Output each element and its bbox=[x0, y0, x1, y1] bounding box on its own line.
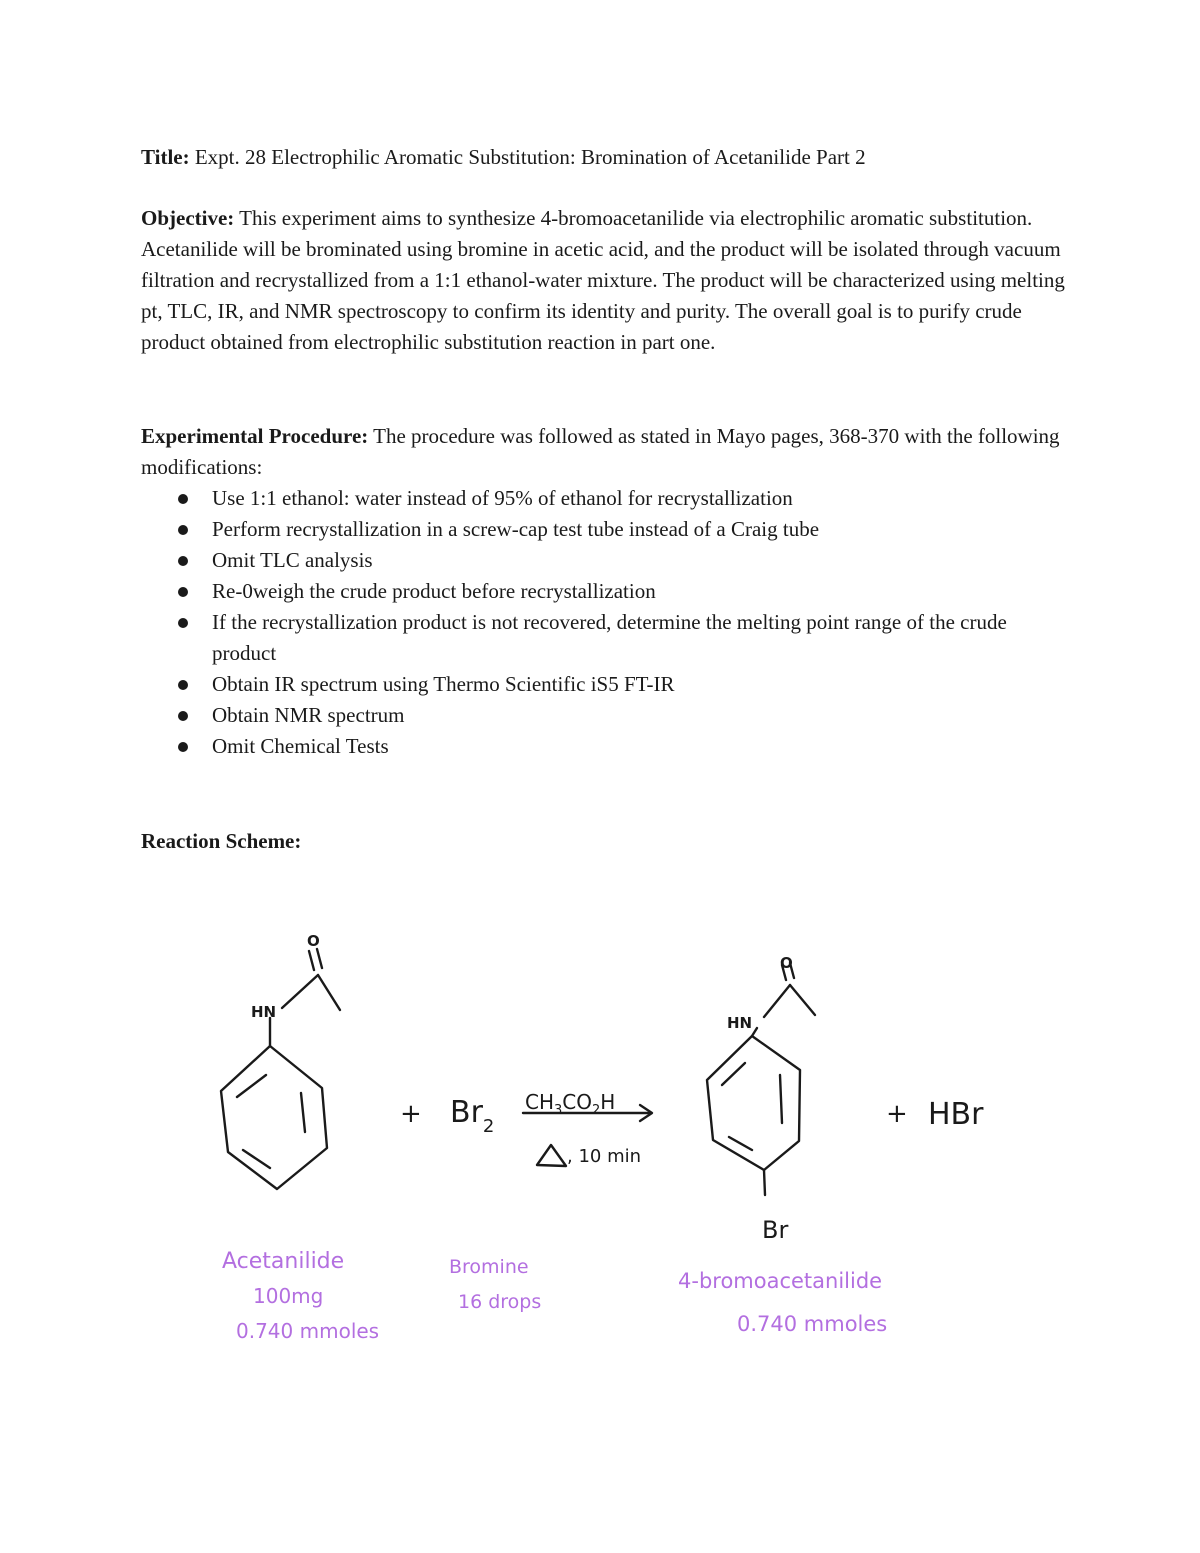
procedure-paragraph bbox=[141, 421, 1071, 483]
title-text: Expt. 28 Electrophilic Aromatic Substitution: Bromination of Acetanilide Part 2 bbox=[189, 145, 866, 169]
oxygen-label-2: O bbox=[780, 954, 793, 972]
title-paragraph bbox=[141, 142, 1071, 173]
procedure-text: The procedure was followed as stated in Mayo pages, 368-370 with the following modifications: bbox=[141, 424, 1060, 479]
reaction-scheme-heading: Reaction Scheme: bbox=[141, 829, 302, 853]
bullet-icon bbox=[178, 525, 188, 535]
list-item bbox=[141, 514, 1071, 545]
bullet-icon bbox=[178, 587, 188, 597]
bullet-icon bbox=[178, 556, 188, 566]
bullet-icon bbox=[178, 494, 188, 504]
list-item bbox=[141, 576, 1071, 607]
list-item bbox=[141, 607, 1071, 669]
n-carbonyl-bond bbox=[282, 975, 318, 1008]
list-item bbox=[141, 545, 1071, 576]
list-item-text: Omit TLC analysis bbox=[212, 548, 373, 572]
product-name-note: 4-bromoacetanilide bbox=[678, 1269, 883, 1293]
list-item-text: Obtain NMR spectrum bbox=[212, 703, 405, 727]
bromine-reactant: $Br_2$ bbox=[450, 1095, 495, 1137]
double-bond-line bbox=[301, 1093, 305, 1132]
procedure-section bbox=[141, 421, 1071, 762]
reaction-scheme-drawing bbox=[0, 900, 1200, 1380]
methyl-bond bbox=[790, 985, 815, 1015]
bullet-icon bbox=[178, 742, 188, 752]
methyl-bond bbox=[318, 975, 340, 1010]
list-item-text: Use 1:1 ethanol: water instead of 95% of ethanol for recrystallization bbox=[212, 486, 793, 510]
benzene-ring-2 bbox=[707, 1036, 800, 1170]
n-carbonyl-bond bbox=[764, 985, 790, 1017]
bromoacetanilide-structure bbox=[707, 963, 815, 1195]
product-mmol-note: 0.740 mmoles bbox=[737, 1312, 888, 1336]
benzene-ring-1 bbox=[221, 1046, 327, 1189]
list-item bbox=[141, 483, 1071, 514]
carbonyl-double-bond bbox=[309, 951, 314, 970]
objective-paragraph bbox=[141, 203, 1071, 358]
double-bond-line bbox=[722, 1063, 745, 1085]
bullet-icon bbox=[178, 618, 188, 628]
acetanilide-mass-note: 100mg bbox=[253, 1284, 324, 1308]
acetanilide-name-note: Acetanilide bbox=[222, 1249, 345, 1274]
nh-label-1: HN bbox=[251, 1003, 277, 1021]
double-bond-line bbox=[780, 1075, 782, 1123]
plus-sign-1: + bbox=[400, 1099, 422, 1129]
double-bond-line bbox=[729, 1137, 752, 1150]
title-label: Title: bbox=[141, 145, 190, 169]
bromine-name-note: Bromine bbox=[449, 1256, 529, 1278]
heat-triangle-icon bbox=[537, 1145, 566, 1166]
n-bond bbox=[752, 1028, 757, 1036]
procedure-label: Experimental Procedure: bbox=[141, 424, 369, 448]
objective-text: This experiment aims to synthesize 4-bromoacetanilide via electrophilic aromatic substitution. Acetanilide will be brominated using bromine in acetic acid, and the product will be isolated through vacuum filtration and recrystallized from a 1:1 ethanol-water mixture. The product will be characterized using melting pt, TLC, IR, and NMR spectroscopy to confirm its identity and purity. The overall goal is to purify crude product obtained from electrophilic substitution reaction in part one. bbox=[141, 206, 1065, 354]
oxygen-label-1: O bbox=[307, 932, 320, 950]
objective-label: Objective: bbox=[141, 206, 235, 230]
acetanilide-structure bbox=[221, 949, 340, 1189]
list-item-text: Re-0weigh the crude product before recrystallization bbox=[212, 579, 656, 603]
modifications-list bbox=[141, 483, 1071, 762]
bromine-amount-note: 16 drops bbox=[458, 1291, 542, 1313]
bullet-icon bbox=[178, 680, 188, 690]
plus-sign-2: + bbox=[886, 1099, 908, 1129]
br-bond bbox=[764, 1170, 765, 1195]
list-item-text: If the recrystallization product is not recovered, determine the melting point range of the crude product bbox=[212, 610, 1007, 665]
hbr-byproduct: HBr bbox=[928, 1097, 984, 1132]
bullet-icon bbox=[178, 711, 188, 721]
list-item bbox=[141, 731, 1071, 762]
double-bond-line bbox=[237, 1075, 266, 1097]
carbonyl-double-bond bbox=[317, 949, 322, 968]
nh-label-2: HN bbox=[727, 1014, 753, 1032]
acetic-acid-reagent: $CH_3CO_2H$ bbox=[525, 1090, 616, 1118]
list-item-text: Perform recrystallization in a screw-cap test tube instead of a Craig tube bbox=[212, 517, 820, 541]
reaction-conditions: , 10 min bbox=[567, 1146, 642, 1167]
list-item bbox=[141, 669, 1071, 700]
list-item-text: Obtain IR spectrum using Thermo Scientific iS5 FT-IR bbox=[212, 672, 675, 696]
br-label: Br bbox=[762, 1216, 789, 1244]
list-item-text: Omit Chemical Tests bbox=[212, 734, 389, 758]
list-item bbox=[141, 700, 1071, 731]
acetanilide-mmol-note: 0.740 mmoles bbox=[236, 1319, 380, 1343]
